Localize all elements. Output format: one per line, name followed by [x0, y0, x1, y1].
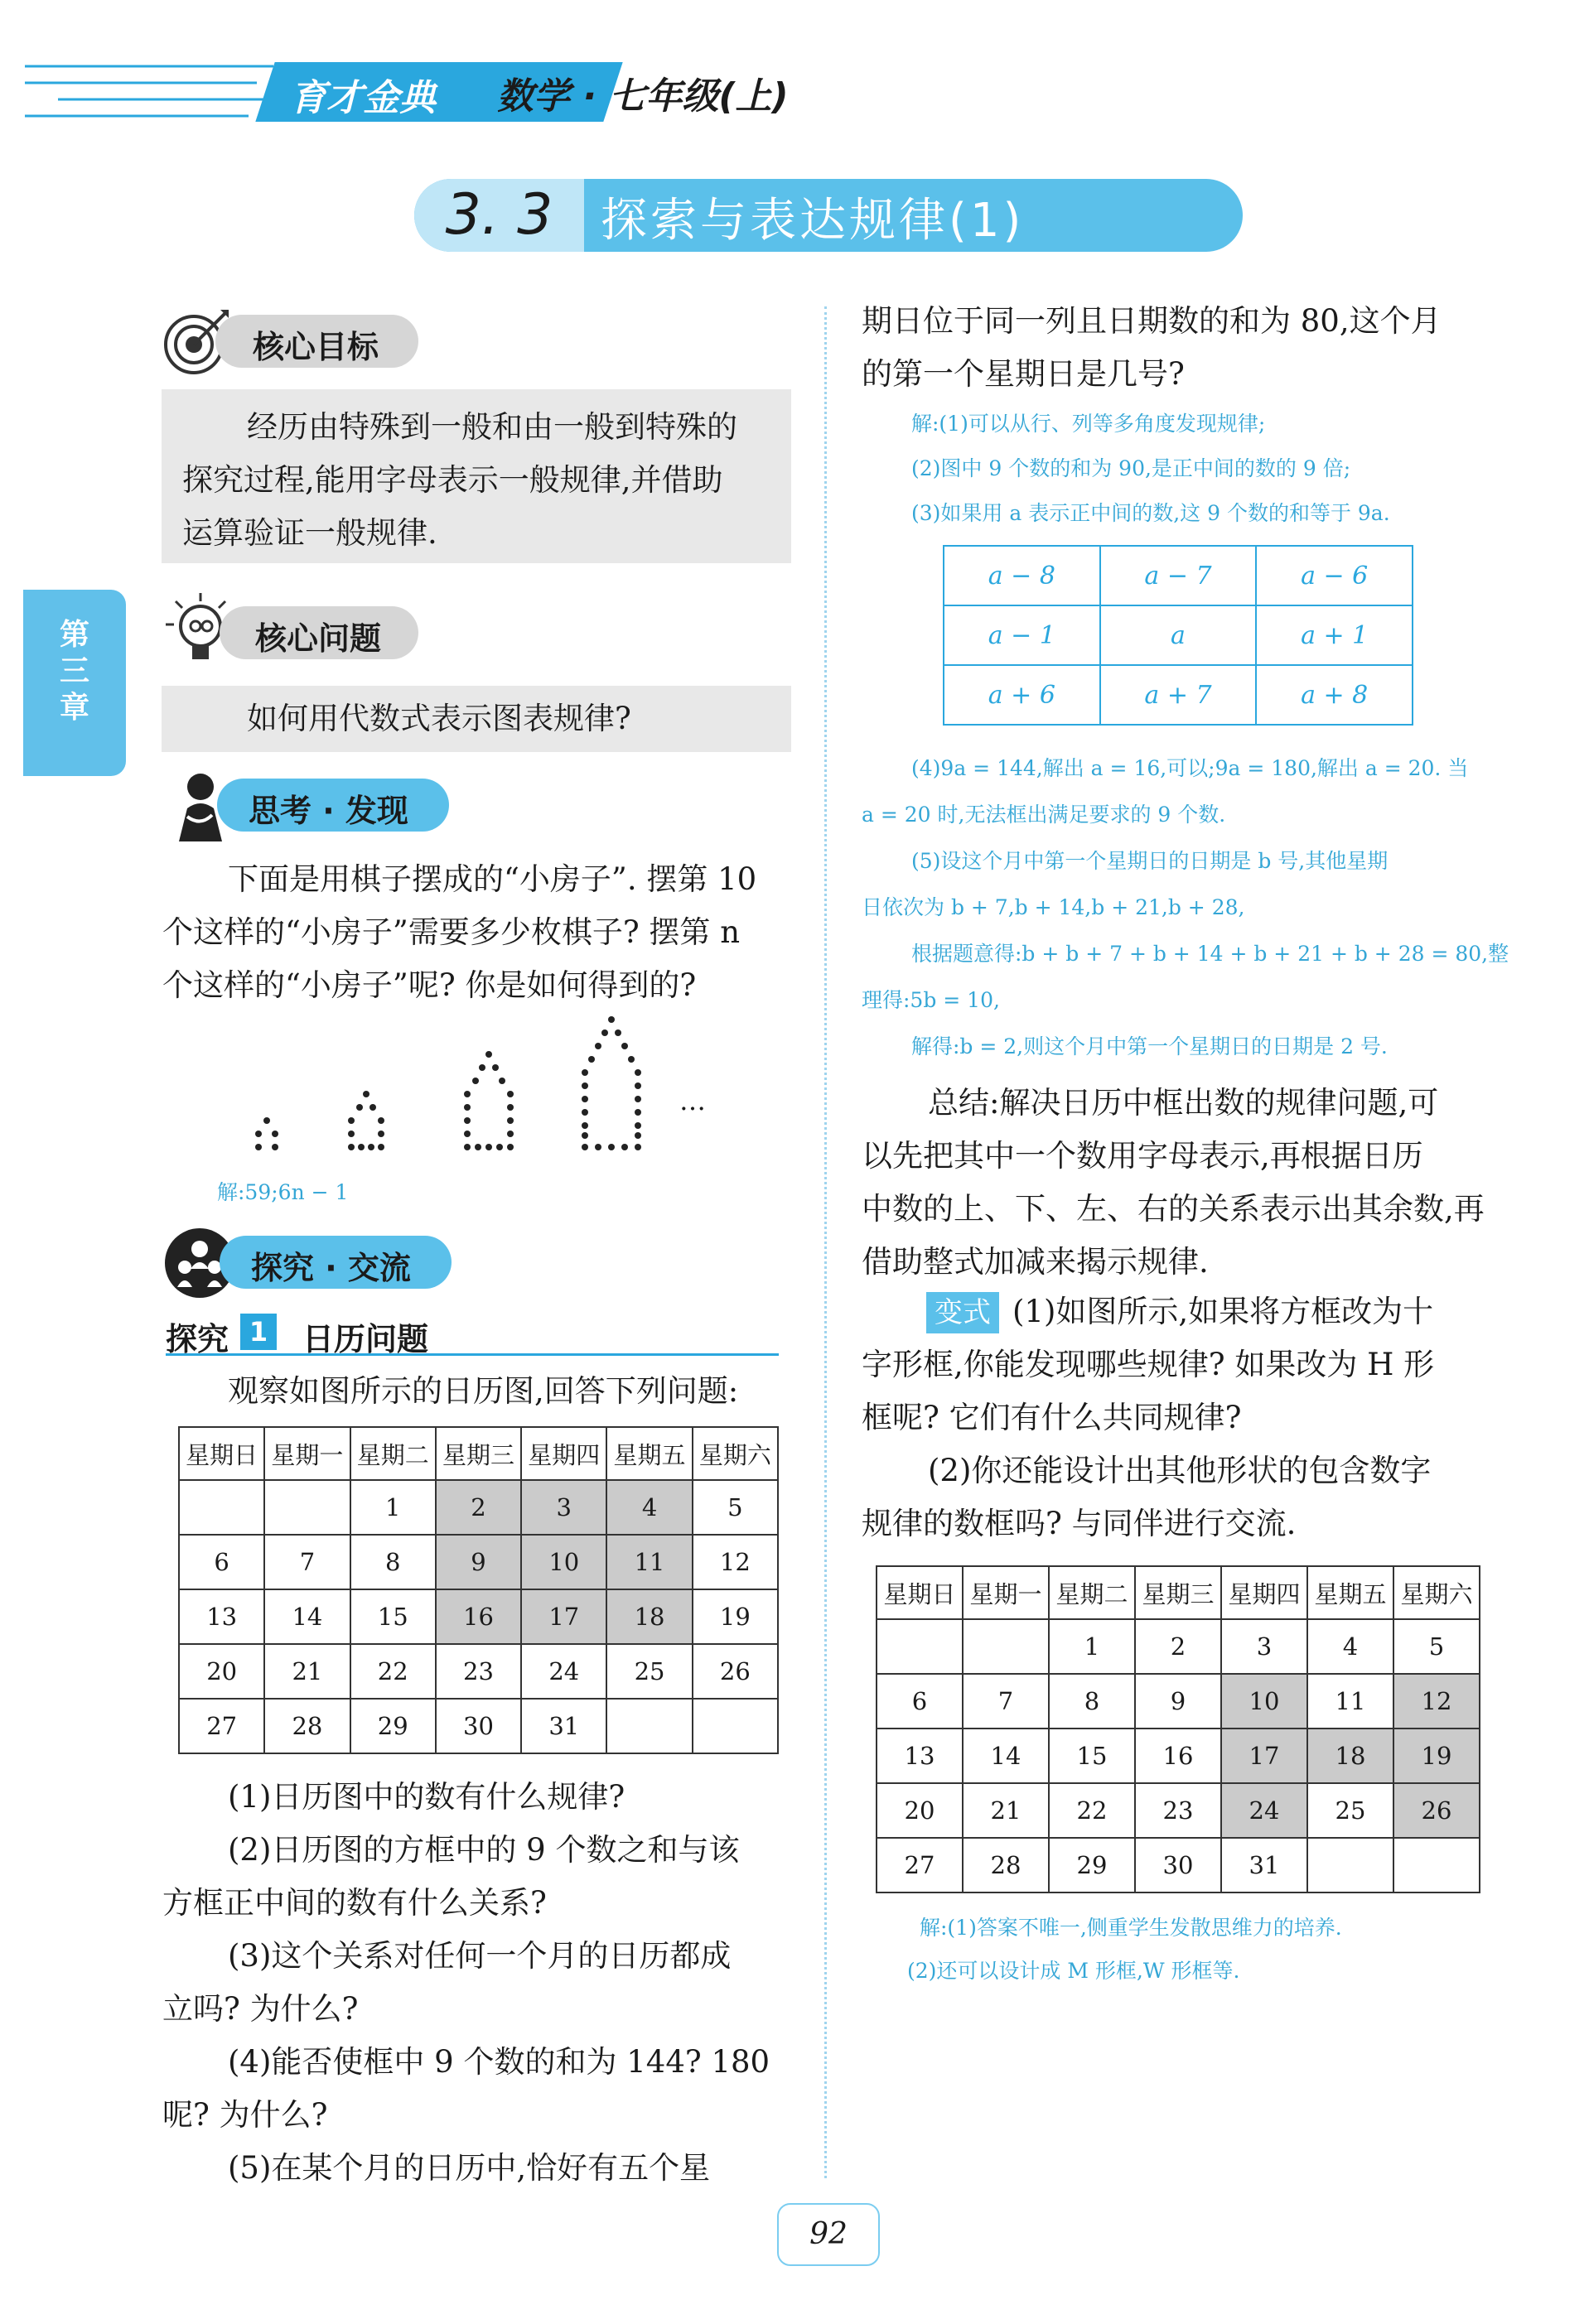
variant-solution-line-1: 解:(1)答案不唯一,侧重学生发散思维力的培养.	[920, 1916, 1342, 1940]
cal1-cell: 5	[693, 1480, 778, 1535]
cal2-cell: 23	[1135, 1783, 1221, 1838]
solution-5-line-5: 解得:b = 2,则这个月中第一个星期日的日期是 2 号.	[911, 1034, 1388, 1058]
cal1-cell: 19	[693, 1589, 778, 1644]
think-line-1: 下面是用棋子摆成的“小房子”. 摆第 10	[228, 861, 757, 897]
core-goal-heading: 核心目标	[253, 329, 379, 365]
header-decoration-lines	[25, 58, 273, 124]
question-2: (2)日历图的方框中的 9 个数之和与该	[228, 1832, 740, 1868]
core-goal-line-2: 探究过程,能用字母表示一般规律,并借助	[182, 462, 723, 498]
dot-houses-figure	[240, 1015, 704, 1164]
question-4-cont: 呢? 为什么?	[162, 2097, 328, 2133]
cal1-cell: 22	[350, 1644, 436, 1699]
cal1-cell: 9	[436, 1535, 521, 1589]
variant-line-3: 框呢? 它们有什么共同规律?	[862, 1400, 1242, 1435]
variable-grid	[943, 545, 1413, 726]
cal1-header: 星期五	[606, 1427, 692, 1480]
cal2-header: 星期五	[1307, 1566, 1393, 1619]
cal1-cell: 14	[264, 1589, 350, 1644]
cal2-cell: 9	[1135, 1674, 1221, 1729]
cal1-cell: 3	[521, 1480, 606, 1535]
chapter-side-tab-label: 第三章	[59, 618, 89, 725]
solution-line-3: (3)如果用 a 表示正中间的数,这 9 个数的和等于 9a.	[911, 501, 1390, 525]
solution-5-line-4: 理得:5b = 10,	[862, 988, 1000, 1012]
summary-line-3: 中数的上、下、左、右的关系表示出其余数,再	[862, 1191, 1485, 1227]
cal1-cell: 12	[693, 1535, 778, 1589]
cal2-header: 星期四	[1221, 1566, 1307, 1619]
cal2-cell: 22	[1049, 1783, 1135, 1838]
var-cell: a − 6	[1256, 546, 1413, 605]
header-subject: 数学 · 七年级(上)	[497, 75, 789, 118]
cal1-header: 星期日	[179, 1427, 264, 1480]
core-goal-line-3: 运算验证一般规律.	[182, 515, 437, 551]
cal1-header: 星期四	[521, 1427, 606, 1480]
var-cell: a − 7	[1100, 546, 1257, 605]
cal1-cell	[179, 1480, 264, 1535]
cal2-cell: 6	[877, 1674, 963, 1729]
solution-5-line-3: 根据题意得:b + b + 7 + b + 14 + b + 21 + b + 28 = 80,整	[911, 942, 1509, 966]
cal2-cell: 7	[963, 1674, 1049, 1729]
cal2-cell: 13	[877, 1729, 963, 1783]
cal2-cell: 2	[1135, 1619, 1221, 1674]
var-cell: a + 1	[1256, 605, 1413, 665]
section-number: 3. 3	[414, 179, 584, 252]
cal1-cell: 21	[264, 1644, 350, 1699]
explore-intro: 观察如图所示的日历图,回答下列问题:	[228, 1373, 739, 1409]
cal2-cell: 16	[1135, 1729, 1221, 1783]
cal2-cell	[1393, 1838, 1480, 1892]
cal1-cell: 18	[606, 1589, 692, 1644]
cal1-cell: 11	[606, 1535, 692, 1589]
cal1-cell: 10	[521, 1535, 606, 1589]
cal2-cell: 5	[1393, 1619, 1480, 1674]
cal2-cell: 14	[963, 1729, 1049, 1783]
calendar-table-2	[876, 1565, 1480, 1893]
cal2-cell: 31	[1221, 1838, 1307, 1892]
cal2-cell: 4	[1307, 1619, 1393, 1674]
var-cell: a − 1	[944, 605, 1100, 665]
houses-ellipsis: …	[679, 1085, 706, 1116]
cal1-cell	[264, 1480, 350, 1535]
question-2-cont: 方框正中间的数有什么关系?	[162, 1885, 547, 1921]
cal2-cell: 19	[1393, 1729, 1480, 1783]
think-heading: 思考 · 发现	[249, 793, 408, 829]
cal2-cell: 20	[877, 1783, 963, 1838]
var-cell: a + 7	[1100, 665, 1257, 725]
variant-solution-line-2: (2)还可以设计成 M 形框,W 形框等.	[907, 1959, 1240, 1983]
cal1-cell: 2	[436, 1480, 521, 1535]
cal1-cell: 17	[521, 1589, 606, 1644]
var-cell: a + 6	[944, 665, 1100, 725]
cal2-cell: 25	[1307, 1783, 1393, 1838]
var-cell: a	[1100, 605, 1257, 665]
page-number: 92	[777, 2203, 880, 2266]
cal1-cell: 31	[521, 1699, 606, 1753]
cal2-cell: 29	[1049, 1838, 1135, 1892]
cal1-cell: 6	[179, 1535, 264, 1589]
think-line-3: 个这样的“小房子”呢? 你是如何得到的?	[162, 967, 697, 1003]
cal1-header: 星期一	[264, 1427, 350, 1480]
variant-line-1: (1)如图所示,如果将方框改为十	[1012, 1294, 1434, 1329]
cal2-header: 星期一	[963, 1566, 1049, 1619]
question-1: (1)日历图中的数有什么规律?	[228, 1779, 625, 1815]
cal1-cell: 13	[179, 1589, 264, 1644]
cal2-cell: 26	[1393, 1783, 1480, 1838]
var-cell: a − 8	[944, 546, 1100, 605]
question-3-cont: 立吗? 为什么?	[162, 1991, 359, 2027]
cal2-header: 星期日	[877, 1566, 963, 1619]
cal1-header: 星期三	[436, 1427, 521, 1480]
cal2-cell: 30	[1135, 1838, 1221, 1892]
cal2-header: 星期六	[1393, 1566, 1480, 1619]
explore-underline	[166, 1353, 779, 1356]
summary-line-4: 借助整式加减来揭示规律.	[862, 1244, 1209, 1280]
think-answer: 解:59;6n − 1	[217, 1180, 349, 1204]
explore-title: 日历问题	[302, 1321, 429, 1357]
cal1-cell: 30	[436, 1699, 521, 1753]
column-separator	[824, 306, 827, 2178]
q5-cont-line-1: 期日位于同一列且日期数的和为 80,这个月	[862, 303, 1442, 339]
solution-line-1: 解:(1)可以从行、列等多角度发现规律;	[911, 412, 1266, 436]
cal1-cell: 28	[264, 1699, 350, 1753]
cal1-cell: 24	[521, 1644, 606, 1699]
core-question-text: 如何用代数式表示图表规律?	[247, 701, 631, 736]
cal1-header: 星期六	[693, 1427, 778, 1480]
cal2-cell: 24	[1221, 1783, 1307, 1838]
question-4: (4)能否使框中 9 个数的和为 144? 180	[228, 2044, 770, 2080]
q5-cont-line-2: 的第一个星期日是几号?	[862, 356, 1185, 392]
core-question-heading: 核心问题	[255, 620, 382, 657]
cal2-cell	[1307, 1838, 1393, 1892]
cal2-header: 星期三	[1135, 1566, 1221, 1619]
cal1-cell: 26	[693, 1644, 778, 1699]
cal1-header: 星期二	[350, 1427, 436, 1480]
cal2-header: 星期二	[1049, 1566, 1135, 1619]
cal1-cell: 27	[179, 1699, 264, 1753]
cal2-cell: 21	[963, 1783, 1049, 1838]
cal1-cell: 15	[350, 1589, 436, 1644]
core-goal-line-1: 经历由特殊到一般和由一般到特殊的	[247, 409, 737, 445]
explore-tag-number: 1	[240, 1314, 277, 1350]
question-5: (5)在某个月的日历中,恰好有五个星	[228, 2150, 711, 2186]
cal1-cell: 20	[179, 1644, 264, 1699]
cal1-cell: 7	[264, 1535, 350, 1589]
solution-4-line-1: (4)9a = 144,解出 a = 16,可以;9a = 180,解出 a = 20. 当	[911, 756, 1469, 780]
cal2-cell	[963, 1619, 1049, 1674]
calendar-table-1	[178, 1426, 779, 1754]
solution-4-line-2: a = 20 时,无法框出满足要求的 9 个数.	[862, 803, 1226, 827]
header-brand: 育才金典	[290, 77, 436, 119]
explore-tag: 探究	[166, 1321, 229, 1357]
cal1-cell	[606, 1699, 692, 1753]
solution-line-2: (2)图中 9 个数的和为 90,是正中间的数的 9 倍;	[911, 456, 1351, 480]
summary-line-1: 总结:解决日历中框出数的规律问题,可	[928, 1085, 1439, 1121]
variant-line-2: 字形框,你能发现哪些规律? 如果改为 H 形	[862, 1347, 1435, 1382]
cal2-cell: 27	[877, 1838, 963, 1892]
section-title: 探索与表达规律(1)	[601, 194, 1025, 248]
cal1-cell: 16	[436, 1589, 521, 1644]
cal1-cell: 29	[350, 1699, 436, 1753]
cal1-cell: 8	[350, 1535, 436, 1589]
solution-5-line-1: (5)设这个月中第一个星期日的日期是 b 号,其他星期	[911, 849, 1389, 873]
summary-line-2: 以先把其中一个数用字母表示,再根据日历	[862, 1138, 1423, 1174]
solution-5-line-2: 日依次为 b + 7,b + 14,b + 21,b + 28,	[862, 895, 1245, 919]
variant-tag: 变式	[926, 1292, 999, 1333]
cal1-cell: 1	[350, 1480, 436, 1535]
explore-heading: 探究 · 交流	[251, 1250, 411, 1286]
cal2-cell: 11	[1307, 1674, 1393, 1729]
cal2-cell	[877, 1619, 963, 1674]
cal1-cell: 25	[606, 1644, 692, 1699]
cal2-cell: 10	[1221, 1674, 1307, 1729]
cal2-cell: 18	[1307, 1729, 1393, 1783]
cal1-cell: 23	[436, 1644, 521, 1699]
var-cell: a + 8	[1256, 665, 1413, 725]
think-line-2: 个这样的“小房子”需要多少枚棋子? 摆第 n	[162, 914, 741, 950]
cal2-cell: 1	[1049, 1619, 1135, 1674]
cal2-cell: 3	[1221, 1619, 1307, 1674]
cal2-cell: 17	[1221, 1729, 1307, 1783]
question-3: (3)这个关系对任何一个月的日历都成	[228, 1938, 732, 1974]
cal1-cell	[693, 1699, 778, 1753]
cal2-cell: 12	[1393, 1674, 1480, 1729]
cal1-cell: 4	[606, 1480, 692, 1535]
cal2-cell: 8	[1049, 1674, 1135, 1729]
variant-line-4: (2)你还能设计出其他形状的包含数字	[928, 1453, 1432, 1488]
variant-line-5: 规律的数框吗? 与同伴进行交流.	[862, 1506, 1297, 1541]
cal2-cell: 28	[963, 1838, 1049, 1892]
cal2-cell: 15	[1049, 1729, 1135, 1783]
